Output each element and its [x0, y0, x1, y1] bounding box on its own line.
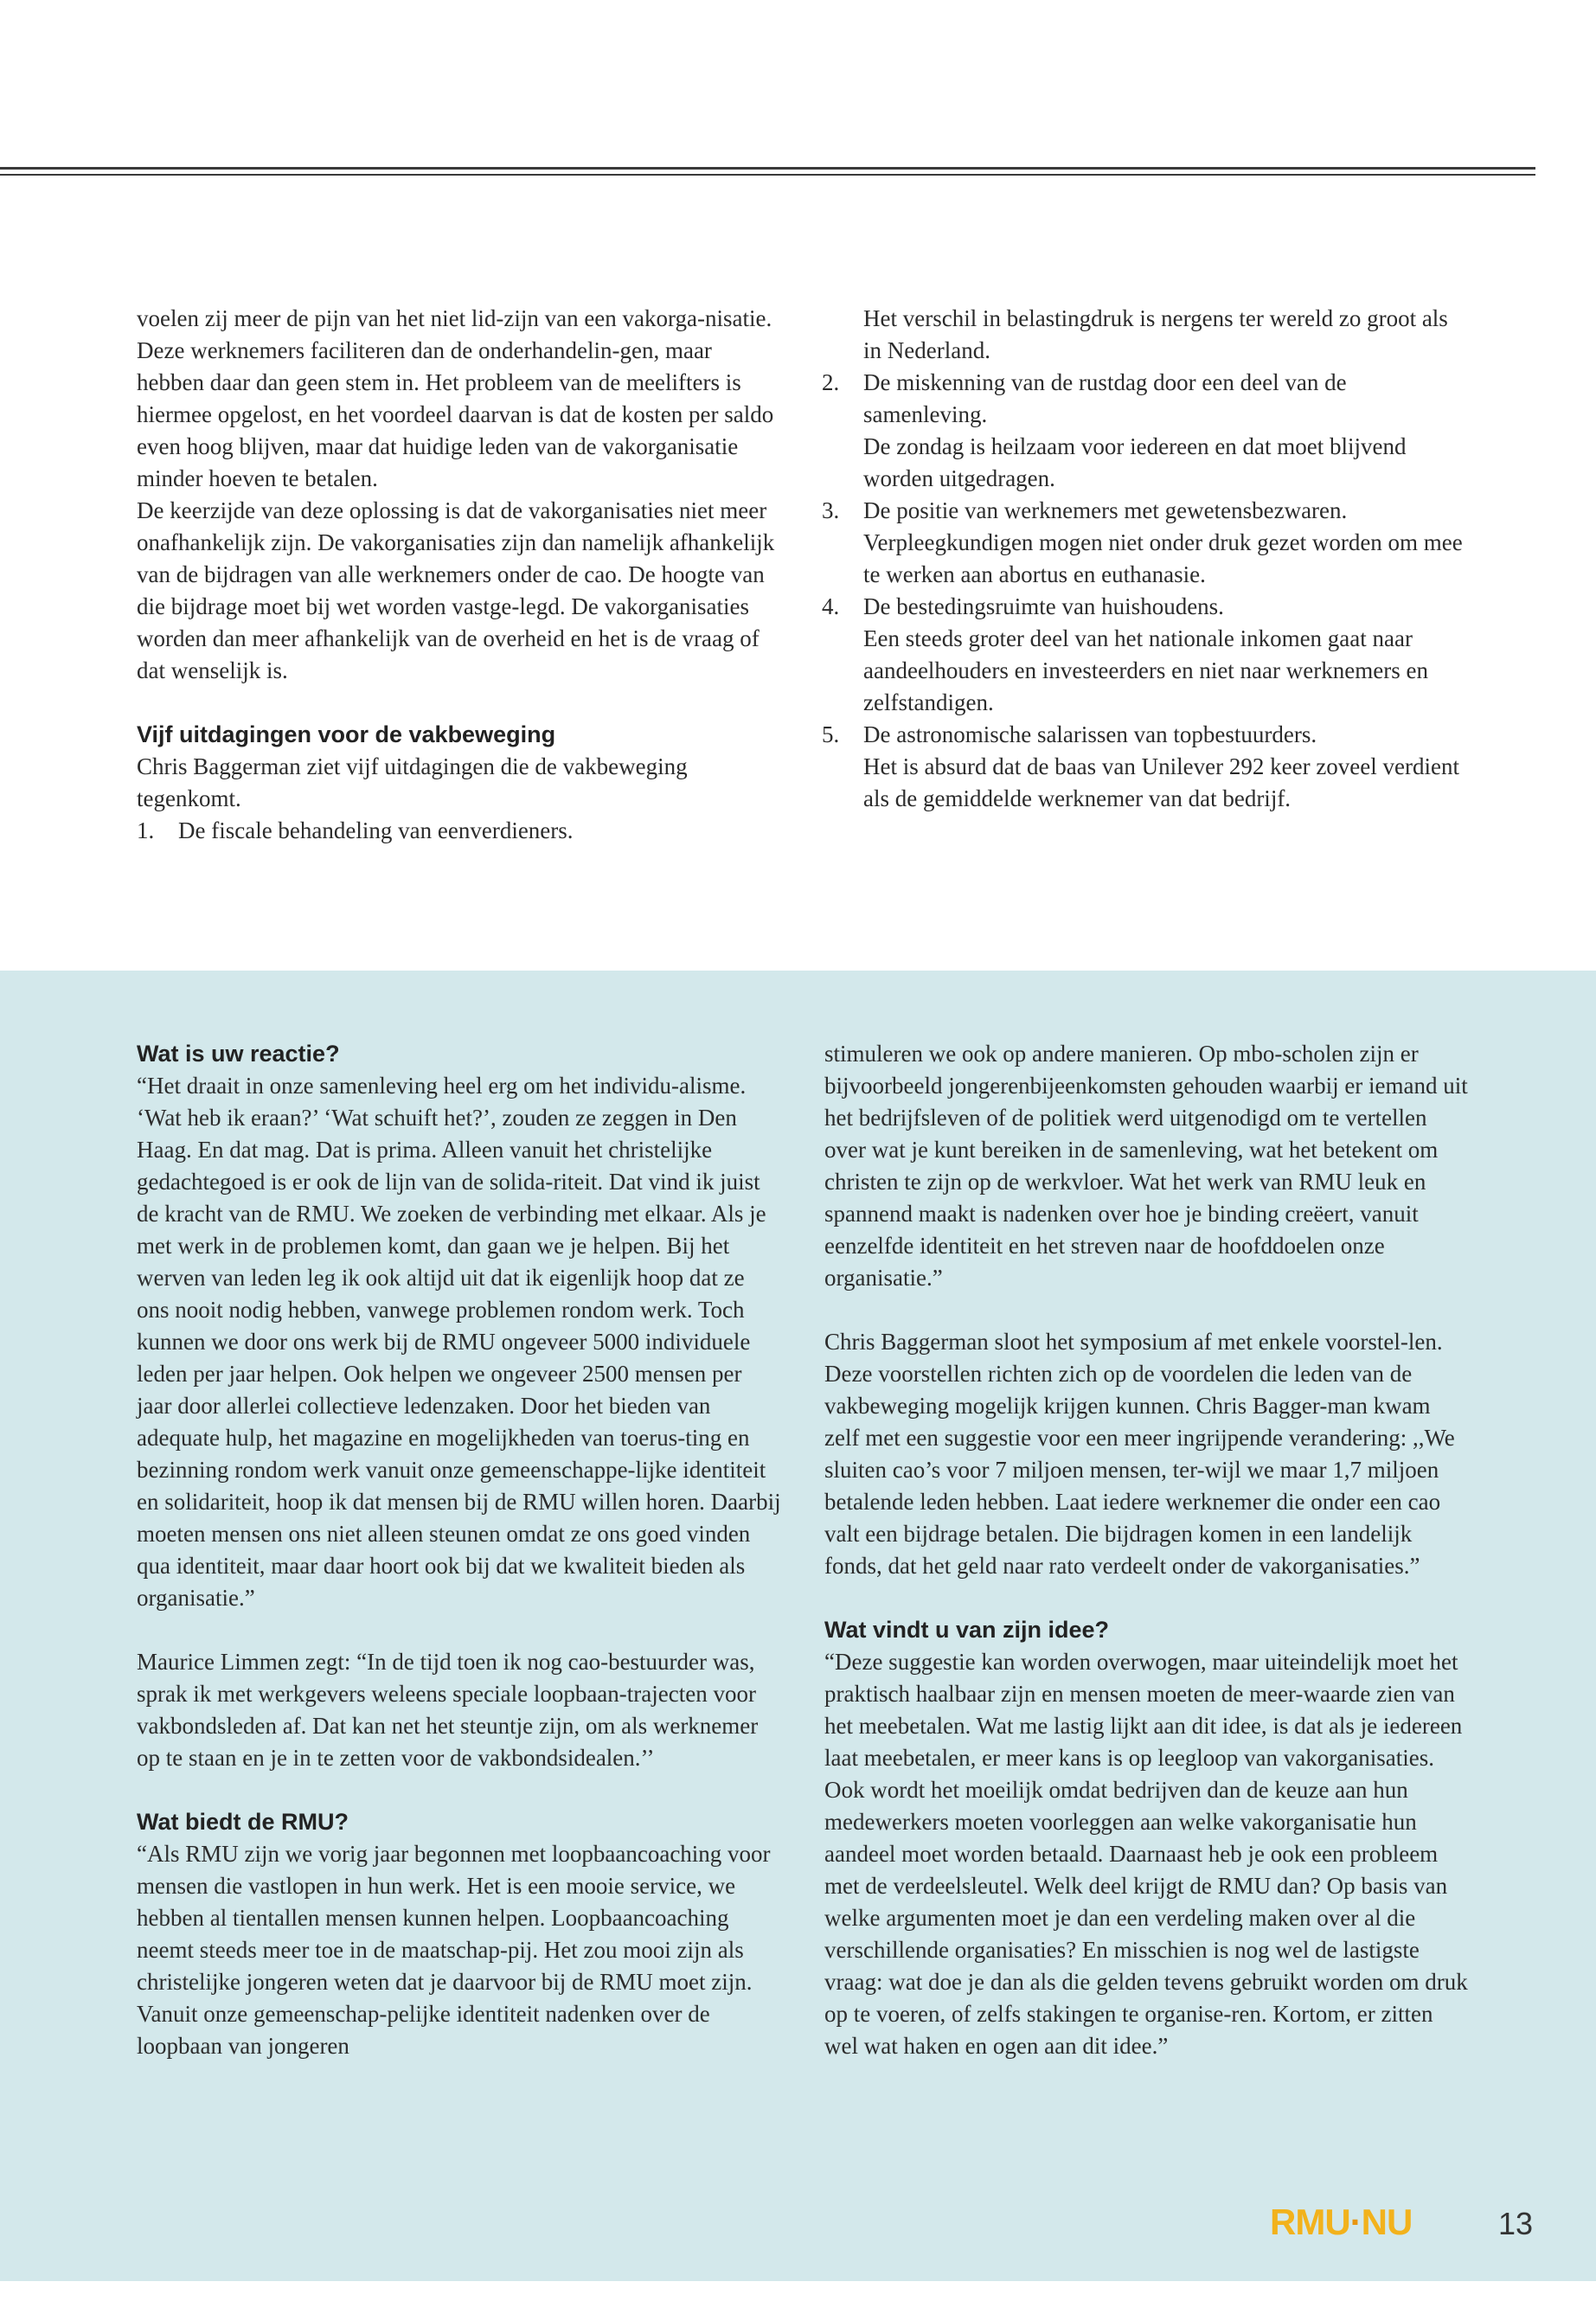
- list-text: De miskenning van de rustdag door een deel van de samenleving.: [863, 369, 1347, 427]
- list-continuation: Een steeds groter deel van het nationale inkomen gaat naar aandeelhouders en investeerders en niet naar werknemers en zelfstandigen.: [863, 625, 1428, 715]
- list-continuation: De zondag is heilzaam voor iedereen en dat moet blijvend worden uitgedragen.: [863, 433, 1407, 491]
- list-text: De positie van werknemers met gewetensbezwaren.: [863, 497, 1348, 523]
- paragraph: De keerzijde van deze oplossing is dat de vakorganisaties niet meer onafhankelijk zijn. De vakorganisaties zijn dan namelijk afhankelijk van de bijdragen van alle werknemers onder de cao. De hoogte van die bijdrage moet bij wet worden vastge-legd. De vakorganisaties worden dan meer afhankelijk van de overheid en het is de vraag of dat wenselijk is.: [137, 497, 775, 683]
- list-item: [822, 495, 1466, 527]
- list-number: 5.: [822, 721, 840, 747]
- bottom-right-column: [824, 1038, 1469, 2062]
- paragraph: Maurice Limmen zegt: “In de tijd toen ik nog cao-bestuurder was, sprak ik met werkgevers weleens speciale loopbaan-trajecten voor vakbondsleden af. Dat kan net het steuntje zijn, om als werknemer op te staan en je in te zetten voor de vakbondsidealen.’’: [137, 1649, 759, 1771]
- logo-dot: ·: [1349, 2202, 1362, 2242]
- list-continuation: Het is absurd dat de baas van Unilever 292 keer zoveel verdient als de gemiddelde werknemer van dat bedrijf.: [863, 753, 1459, 811]
- paragraph: Chris Baggerman sloot het symposium af met enkele voorstel-len. Deze voorstellen richten zich op de voordelen die leden van de vakbeweging mogelijk krijgen kunnen. Chris Bagger-man kwam zelf met een suggestie voor een meer ingrijpende verandering: ,,We sluiten cao’s voor 7 miljoen mensen, ter-wijl we maar 1,7 miljoen betalende leden hebben. Laat iedere werknemer die onder een cao valt een bijdrage betalen. Die bijdragen komen in een landelijk fonds, dat het geld naar rato verdeelt onder de vakorganisaties.”: [824, 1329, 1455, 1579]
- list-continuation: Verpleegkundigen mogen niet onder druk gezet worden om mee te werken aan abortus en euthanasie.: [863, 529, 1463, 587]
- question-heading: Wat vindt u van zijn idee?: [824, 1617, 1110, 1643]
- rmu-nu-logo: [1270, 2202, 1412, 2243]
- paragraph: stimuleren we ook op andere manieren. Op mbo-scholen zijn er bijvoorbeeld jongerenbijeenkomsten gehouden waarbij er iemand uit het bedrijfsleven of de politiek werd uitgenodigd om te vertellen over wat je kunt bereiken in de samenleving, wat het betekent om christen te zijn op de werkvloer. Wat het werk van RMU leuk en spannend maakt is nadenken over hoe je binding creëert, vanuit eenzelfde identiteit en het streven naar de hoofddoelen onze organisatie.”: [824, 1041, 1468, 1291]
- list-number: 2.: [822, 369, 840, 395]
- list-item: [822, 719, 1466, 751]
- question-heading: Wat is uw reactie?: [137, 1041, 340, 1067]
- list-text: De fiscale behandeling van eenverdieners.: [178, 817, 574, 843]
- question-heading: Wat biedt de RMU?: [137, 1809, 349, 1835]
- logo-text-right: NU: [1361, 2202, 1413, 2242]
- list-continuation: Het verschil in belastingdruk is nergens ter wereld zo groot als in Nederland.: [863, 305, 1448, 363]
- bottom-left-column: [137, 1038, 781, 2062]
- list-text: De bestedingsruimte van huishoudens.: [863, 593, 1224, 619]
- paragraph: voelen zij meer de pijn van het niet lid-zijn van een vakorga-nisatie. Deze werknemers faciliteren dan de onderhandelin-gen, maar hebben daar dan geen stem in. Het probleem van de meelifters is hiermee opgelost, en het voordeel daarvan is dat de kosten per saldo even hoog blijven, maar dat huidige leden van de vakorganisatie minder hoeven te betalen.: [137, 305, 774, 491]
- top-right-column: [822, 303, 1466, 815]
- header-rule-thin: [0, 174, 1535, 176]
- list-number: 1.: [137, 817, 155, 843]
- logo-text-left: RMU: [1270, 2202, 1350, 2242]
- list-item: [822, 367, 1466, 431]
- top-left-column: [137, 303, 781, 847]
- header-rule: [0, 167, 1535, 170]
- list-number: 3.: [822, 497, 840, 523]
- list-number: 4.: [822, 593, 840, 619]
- list-text: De astronomische salarissen van topbestuurders.: [863, 721, 1317, 747]
- paragraph: “Deze suggestie kan worden overwogen, maar uiteindelijk moet het praktisch haalbaar zijn en mensen moeten de meer-waarde zien van het meebetalen. Wat me lastig lijkt aan dit idee, is dat als je iedereen laat meebetalen, er meer kans is op leegloop van vakorganisaties. Ook wordt het moeilijk omdat bedrijven dan de keuze aan hun medewerkers moeten voorleggen aan welke vakorganisatie hun aandeel moet worden betaald. Daarnaast heb je ook een probleem met de verdeelsleutel. Welk deel krijgt de RMU dan? Op basis van welke argumenten moet je dan een verdeling maken over al die verschillende organisaties? En misschien is nog wel de lastigste vraag: wat doe je dan als die gelden tevens gebruikt worden om druk op te voeren, of zelfs stakingen te organise-ren. Kortom, er zitten wel wat haken en ogen aan dit idee.”: [824, 1649, 1468, 2059]
- page-number: 13: [1498, 2206, 1534, 2241]
- list-item: [822, 591, 1466, 623]
- paragraph: “Het draait in onze samenleving heel erg om het individu-alisme. ‘Wat heb ik eraan?’ ‘Wat schuift het?’, zouden ze zeggen in Den Haag. En dat mag. Dat is prima. Alleen vanuit het christelijke gedachtegoed is er ook de lijn van de solida-riteit. Dat vind ik juist de kracht van de RMU. We zoeken de verbinding met elkaar. Als je met werk in de problemen komt, dan gaan we je helpen. Bij het werven van leden leg ik ook altijd uit dat ik eigenlijk hoop dat ze ons nooit nodig hebben, vanwege problemen rondom werk. Toch kunnen we door ons werk bij de RMU ongeveer 5000 individuele leden per jaar helpen. Ook helpen we ongeveer 2500 mensen per jaar door allerlei collectieve ledenzaken. Door het bieden van adequate hulp, het magazine en mogelijkheden van toerus-ting en bezinning rondom werk vanuit onze gemeenschappe-lijke identiteit en solidariteit, hoop ik dat mensen bij de RMU willen horen. Daarbij moeten mensen ons niet alleen steunen omdat ze ons goed vinden qua identiteit, maar daar hoort ook bij dat we kwaliteit bieden als organisatie.”: [137, 1073, 781, 1611]
- list-item: [137, 815, 781, 847]
- section-heading: Vijf uitdagingen voor de vakbeweging: [137, 721, 556, 747]
- paragraph: Chris Baggerman ziet vijf uitdagingen die de vakbeweging tegenkomt.: [137, 753, 688, 811]
- paragraph: “Als RMU zijn we vorig jaar begonnen met loopbaancoaching voor mensen die vastlopen in hun werk. Het is een mooie service, we hebben al tientallen mensen kunnen helpen. Loopbaancoaching neemt steeds meer toe in de maatschap-pij. Het zou mooi zijn als christelijke jongeren weten dat je daarvoor bij de RMU moet zijn. Vanuit onze gemeenschap-pelijke identiteit nadenken over de loopbaan van jongeren: [137, 1841, 771, 2059]
